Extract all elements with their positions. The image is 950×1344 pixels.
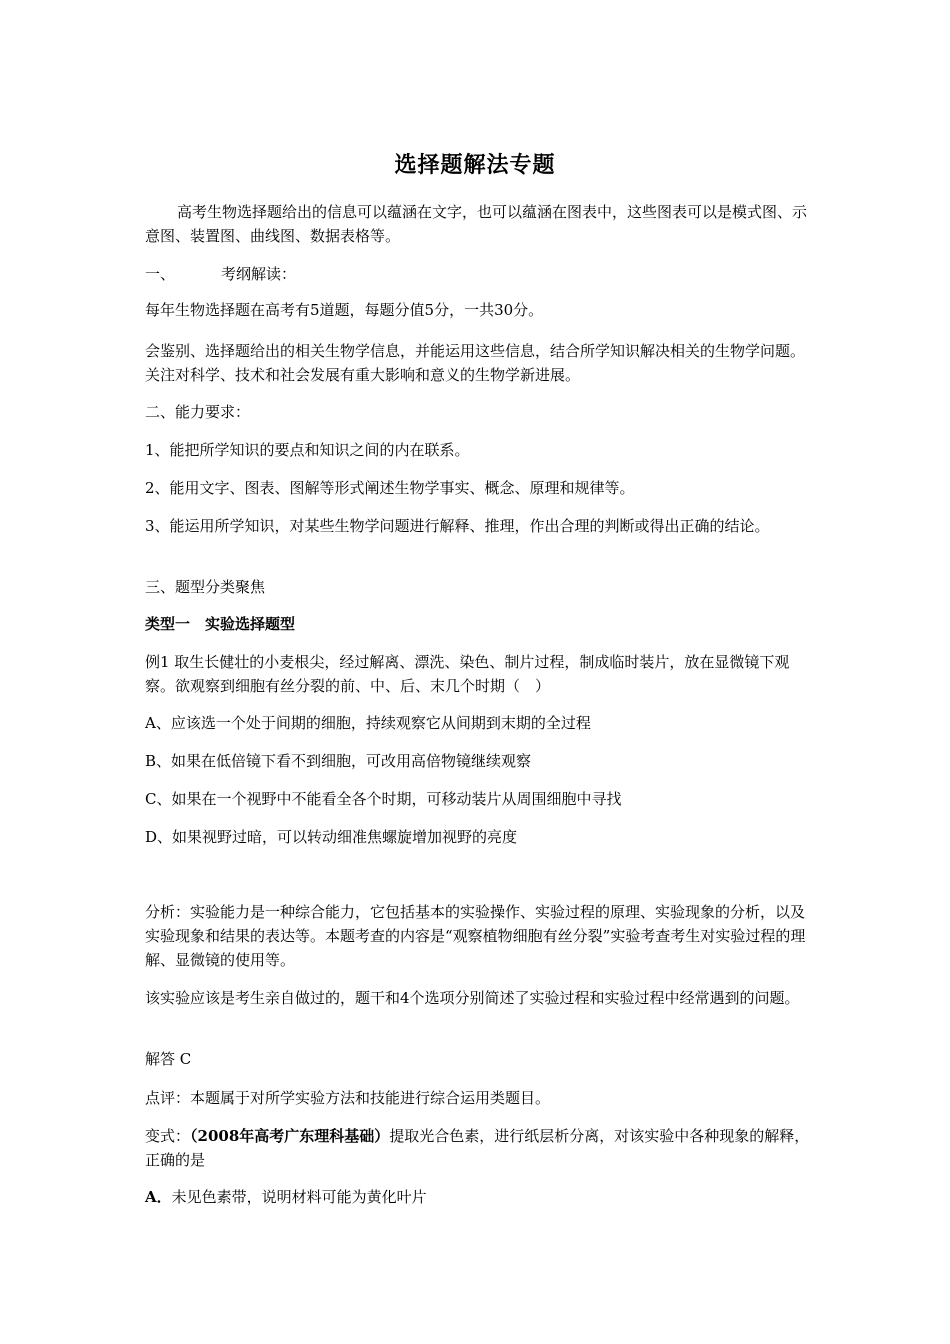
type-1-heading: 类型一 实验选择题型	[145, 615, 296, 633]
variant-source: （2008年高考广东理科基础）	[190, 1127, 390, 1145]
ability-item-2: 2、能用文字、图表、图解等形式阐述生物学事实、概念、原理和规律等。	[145, 479, 635, 497]
identify-paragraph: 会鉴别、选择题给出的相关生物学信息，并能运用这些信息，结合所学知识解决相关的生物学问题。关注对科学、技术和社会发展有重大影响和意义的生物学新进展。	[145, 342, 806, 384]
intro-paragraph: 高考生物选择题给出的信息可以蕴涵在文字，也可以蕴涵在图表中，这些图表可以是模式图、示意图、装置图、曲线图、数据表格等。	[145, 203, 808, 245]
section-2-heading: 二、能力要求：	[145, 403, 251, 421]
variant-prefix: 变式：	[145, 1127, 191, 1145]
option-a: A、应该选一个处于间期的细胞，持续观察它从间期到末期的全过程	[145, 714, 591, 732]
option-b: B、如果在低倍镜下看不到细胞，可改用高倍物镜继续观察	[145, 752, 532, 770]
option-c: C、如果在一个视野中不能看全各个时期，可移动装片从周围细胞中寻找	[145, 790, 622, 808]
variant-text: 提取光合色素，进行纸层析分离，对该实验中各种现象的解释，正确的是	[145, 1127, 810, 1169]
ability-item-3: 3、能运用所学知识，对某些生物学问题进行解释、推理，作出合理的判断或得出正确的结论。	[145, 517, 770, 535]
answer-line: 解答 C	[145, 1050, 192, 1068]
variant-paragraph	[145, 1124, 810, 1172]
section-3-heading: 三、题型分类聚焦	[145, 578, 266, 596]
example-1-question: 例1 取生长健壮的小麦根尖，经过解离、漂洗、染色、制片过程，制成临时装片，放在显微镜下观察。欲观察到细胞有丝分裂的前、中、后、末几个时期（ ）	[145, 653, 790, 695]
section-1-title: 考纲解读：	[221, 265, 297, 283]
comment-line: 点评：本题属于对所学实验方法和技能进行综合运用类题目。	[145, 1089, 551, 1107]
variant-option-a	[145, 1185, 810, 1209]
analysis-paragraph-1: 分析：实验能力是一种综合能力，它包括基本的实验操作、实验过程的原理、实验现象的分析，以及实验现象和结果的表达等。本题考查的内容是“观察植物细胞有丝分裂”实验考查考生对实验过程的理解、显微镜的使用等。	[145, 903, 806, 969]
analysis-paragraph-2: 该实验应该是考生亲自做过的，题干和4个选项分别简述了实验过程和实验过程中经常遇到的问题。	[145, 989, 800, 1007]
variant-option-a-text: 未见色素带，说明材料可能为黄化叶片	[171, 1188, 427, 1206]
score-paragraph: 每年生物选择题在高考有5道题，每题分值5分，一共30分。	[145, 301, 544, 319]
ability-item-1: 1、能把所学知识的要点和知识之间的内在联系。	[145, 441, 470, 459]
variant-option-a-letter: A．	[145, 1188, 172, 1206]
option-d: D、如果视野过暗，可以转动细准焦螺旋增加视野的亮度	[145, 828, 518, 846]
section-1-number: 一、	[145, 265, 176, 283]
page-title: 选择题解法专题	[394, 152, 556, 178]
section-1-heading	[145, 262, 810, 286]
